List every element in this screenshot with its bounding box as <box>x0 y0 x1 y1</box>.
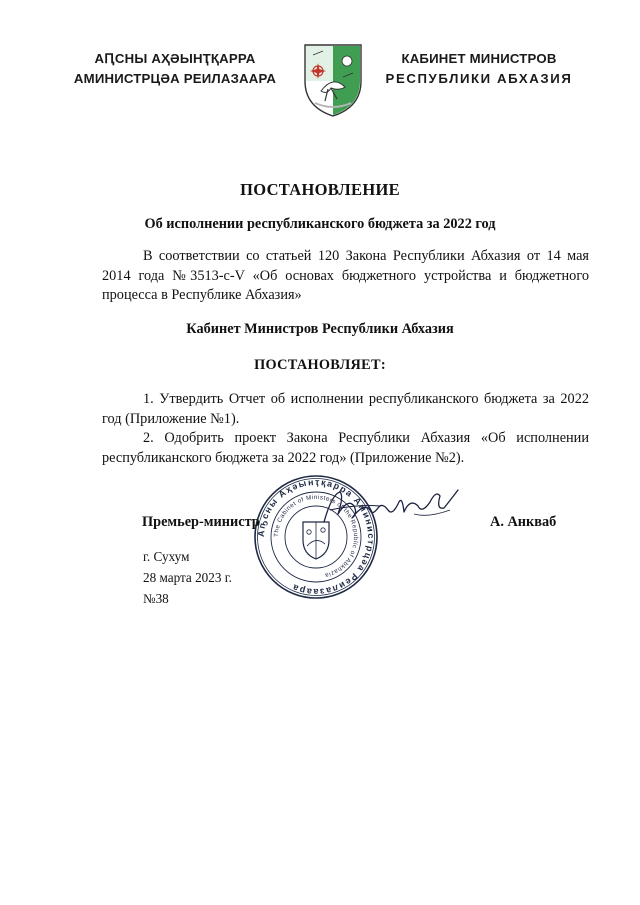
document-subtitle: Об исполнении республиканского бюджета за 2022 год <box>144 216 496 232</box>
header-left-line2: АМИНИСТРЦӘА РЕИЛАЗААРА <box>73 71 277 86</box>
header-right-title <box>372 49 586 89</box>
decree-items <box>102 390 589 468</box>
decree-heading: ПОСТАНОВЛЯЕТ: <box>254 357 386 373</box>
stamp-inner-text: The Cabinet of Ministers of the Republic of Abkhazia <box>272 493 360 579</box>
preamble-paragraph: В соответствии со статьей 120 Закона Республики Абхазия от 14 мая 2014 года №3513-с-V «Об основах бюджетного устройства и бюджетного процесса в Республике Абхазия» <box>102 248 589 303</box>
document-title: ПОСТАНОВЛЕНИЕ <box>240 180 400 199</box>
signatory-name: А. Анкваб <box>490 514 557 530</box>
header-right-line1: КАБИНЕТ МИНИСТРОВ <box>401 51 557 66</box>
document-date: 28 марта 2023 г. <box>143 570 232 585</box>
decree-item-1: 1. Утвердить Отчет об исполнении республиканского бюджета за 2022 год (Приложение №1). <box>102 391 589 427</box>
handwritten-signature-icon <box>318 484 468 528</box>
stamp-outer-text: Аҧсны Аҳәынҭқарра Аминистрцәа Реилазаара <box>255 476 377 598</box>
header-left-line1: АԤСНЫ АҲӘЫНҬҚАРРА <box>94 51 256 66</box>
document-number: №38 <box>143 591 169 606</box>
issuer-heading: Кабинет Министров Республики Абхазия <box>186 321 454 337</box>
header-left-title <box>64 49 286 89</box>
signatory-position: Премьер-министр <box>142 514 260 530</box>
coat-of-arms-icon <box>301 41 365 118</box>
decree-item-2: 2. Одобрить проект Закона Республики Абхазия «Об исполнении республиканского бюджета за 2022 год» (Приложение №2). <box>102 430 589 466</box>
document-city: г. Сухум <box>143 549 190 564</box>
header-right-line2: РЕСПУБЛИКИ АБХАЗИЯ <box>385 71 573 86</box>
